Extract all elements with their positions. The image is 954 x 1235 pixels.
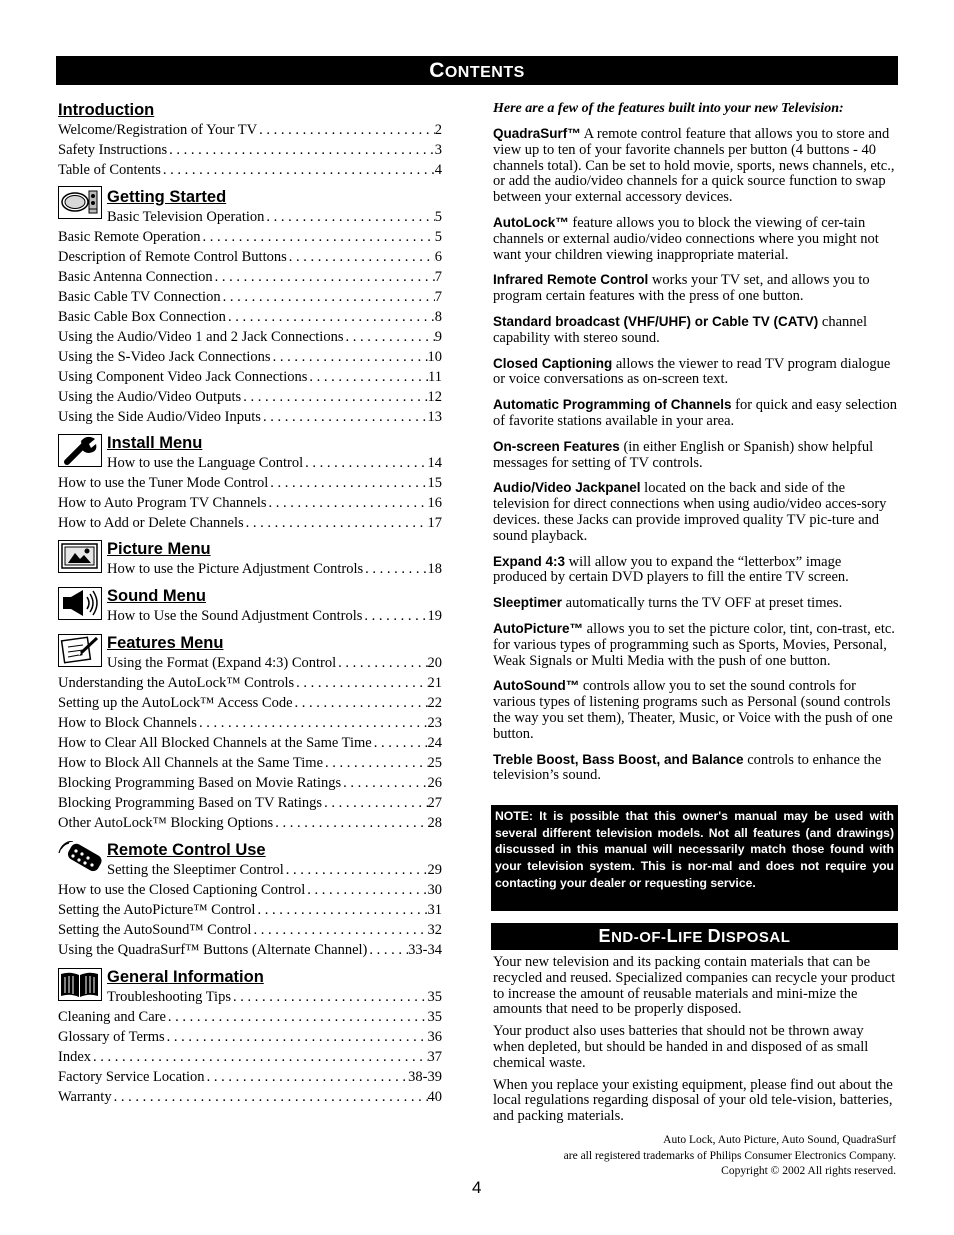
toc-entry-title: Index — [58, 1049, 92, 1065]
feature-item — [493, 554, 898, 587]
entries-features-menu — [58, 653, 442, 833]
toc-entry-title: Setting the Sleeptimer Control — [107, 862, 284, 878]
toc-entry[interactable] — [107, 987, 442, 1007]
toc-entry-page: 5 — [434, 209, 442, 225]
toc-entry-title: Welcome/Registration of Your TV — [58, 122, 258, 138]
toc-entry[interactable] — [58, 473, 442, 493]
toc-entry[interactable] — [58, 1007, 442, 1027]
toc-entry[interactable] — [58, 1067, 442, 1087]
toc-entry-title: How to Clear All Blocked Channels at the Same Time — [58, 735, 372, 751]
toc-entry[interactable] — [58, 227, 442, 247]
feature-name: On-screen Features — [493, 438, 620, 454]
remote-control-icon — [58, 841, 102, 874]
toc-leader-dots — [264, 207, 434, 227]
toc-leader-dots — [167, 140, 435, 160]
wrench-icon — [58, 434, 102, 467]
feature-name: Infrared Remote Control — [493, 272, 649, 288]
toc-entry[interactable] — [58, 307, 442, 327]
toc-entry-title: Using the S-Video Jack Connections — [58, 349, 271, 365]
toc-entry-page: 10 — [427, 349, 442, 365]
toc-entry-title: Setting up the AutoLock™ Access Code — [58, 695, 293, 711]
toc-entry-page: 22 — [427, 695, 442, 711]
section-title-features-menu[interactable]: Features Menu — [107, 634, 224, 652]
toc-leader-dots — [197, 713, 428, 733]
toc-entry-title: Basic Television Operation — [107, 209, 265, 225]
toc-entry[interactable] — [107, 453, 442, 473]
toc-entry-title: Basic Cable TV Connection — [58, 289, 221, 305]
toc-entry[interactable] — [58, 327, 442, 347]
toc-entry-title: Safety Instructions — [58, 142, 168, 158]
toc-entry-title: Description of Remote Control Buttons — [58, 249, 287, 265]
toc-leader-dots — [257, 120, 435, 140]
feature-item — [493, 215, 898, 263]
toc-entry-title: Using the Format (Expand 4:3) Control — [107, 655, 337, 671]
entries-introduction — [58, 120, 442, 180]
toc-entry[interactable] — [58, 247, 442, 267]
feature-description: for quick and easy selection of favorite stations available in your area. — [493, 397, 898, 429]
toc-leader-dots — [305, 880, 427, 900]
entries-getting-started — [58, 207, 442, 427]
toc-entry-page: 29 — [427, 862, 442, 878]
toc-entry[interactable] — [58, 773, 442, 793]
toc-leader-dots — [268, 473, 427, 493]
toc-leader-dots — [267, 493, 428, 513]
toc-entry-page: 24 — [427, 735, 442, 751]
feature-item — [493, 752, 898, 785]
toc-entry-page: 11 — [428, 369, 442, 385]
toc-entry[interactable] — [107, 559, 442, 579]
feature-description: located on the back and side of the television for direct connections when using audio/video acces-sory devices. these Jacks can provide improved quality TV pic-ture and sound playback. — [493, 480, 887, 544]
copyright-line: Copyright © 2002 All rights reserved. — [721, 1165, 896, 1177]
toc-entry-title: Using the QuadraSurf™ Buttons (Alternate Channel) — [58, 942, 368, 958]
section-title-sound-menu[interactable]: Sound Menu — [107, 587, 206, 605]
toc-leader-dots — [293, 693, 428, 713]
feature-item — [493, 397, 898, 430]
toc-entry[interactable] — [58, 1047, 442, 1067]
toc-entry-title: How to Add or Delete Channels — [58, 515, 244, 531]
toc-entry-page: 36 — [427, 1029, 442, 1045]
disposal-paragraph: Your new television and its packing contain materials that can be recycled and reused. Specialized companies can recycle your product to increase the amount of reusable materials and mini-mize the amounts that need to be properly disposed. — [493, 954, 896, 1018]
toc-entry[interactable] — [58, 160, 442, 180]
feature-name: AutoLock™ — [493, 214, 569, 230]
toc-entry-page: 19 — [427, 608, 442, 624]
section-title-remote-control-use[interactable]: Remote Control Use — [107, 841, 266, 859]
toc-entry-page: 4 — [434, 162, 442, 178]
toc-entry-title: Using the Side Audio/Video Inputs — [58, 409, 261, 425]
toc-leader-dots — [166, 1007, 428, 1027]
toc-entry-page: 13 — [427, 409, 442, 425]
toc-entry-title: How to Block Channels — [58, 715, 197, 731]
feature-name: Audio/Video Jackpanel — [493, 480, 641, 496]
feature-item — [493, 678, 898, 742]
picture-icon — [58, 540, 102, 573]
toc-entry-title: Using Component Video Jack Connections — [58, 369, 308, 385]
toc-entry-title: Using the Audio/Video 1 and 2 Jack Connections — [58, 329, 344, 345]
toc-entry-page: 5 — [434, 229, 442, 245]
toc-leader-dots — [273, 813, 427, 833]
toc-entry[interactable] — [58, 920, 442, 940]
toc-entry-title: Blocking Programming Based on TV Ratings — [58, 795, 323, 811]
toc-entry[interactable] — [58, 813, 442, 833]
toc-entry-title: Basic Antenna Connection — [58, 269, 213, 285]
toc-leader-dots — [367, 940, 408, 960]
trademark-line: are all registered trademarks of Philips Consumer Electronics Company. — [563, 1149, 896, 1162]
toc-entry-page: 21 — [427, 675, 442, 691]
toc-entry[interactable] — [107, 207, 442, 227]
feature-description: (in either English or Spanish) show helpful messages for setting of TV controls. — [493, 438, 874, 471]
disposal-paragraph: Your product also uses batteries that should not be thrown away when depleted, but should be handed in and disposed of as small chemical waste. — [493, 1023, 869, 1071]
feature-name: Closed Captioning — [493, 355, 613, 371]
feature-name: Standard broadcast (VHF/UHF) or Cable TV (CATV) — [493, 313, 819, 329]
section-features-menu — [58, 633, 442, 833]
toc-entry-page: 2 — [434, 122, 442, 138]
toc-leader-dots — [287, 247, 435, 267]
section-getting-started — [58, 187, 442, 427]
toc-entry[interactable] — [58, 900, 442, 920]
toc-leader-dots — [165, 1027, 428, 1047]
toc-entry-page: 12 — [427, 389, 442, 405]
toc-entry-title: Setting the AutoPicture™ Control — [58, 902, 256, 918]
toc-entry[interactable] — [58, 753, 442, 773]
toc-entry[interactable] — [58, 733, 442, 753]
tv-set-icon — [58, 186, 102, 219]
feature-name: Treble Boost, Bass Boost, and Balance — [493, 751, 744, 767]
toc-entry-title: Other AutoLock™ Blocking Options — [58, 815, 274, 831]
toc-leader-dots — [255, 900, 427, 920]
book-icon — [58, 968, 102, 1001]
disposal-title-bar — [491, 923, 898, 950]
toc-entry[interactable] — [58, 347, 442, 367]
checklist-icon — [58, 634, 102, 667]
feature-description: automatically turns the TV OFF at preset times. — [562, 595, 843, 612]
toc-entry-page: 30 — [427, 882, 442, 898]
toc-leader-dots — [271, 347, 428, 367]
toc-entry-title: Understanding the AutoLock™ Controls — [58, 675, 295, 691]
toc-entry[interactable] — [58, 693, 442, 713]
feature-name: Expand 4:3 — [493, 553, 566, 569]
feature-item — [493, 595, 898, 612]
section-general-information — [58, 967, 442, 1107]
toc-entry-page: 32 — [427, 922, 442, 938]
toc-entry[interactable] — [58, 713, 442, 733]
toc-entry[interactable] — [58, 1087, 442, 1107]
feature-description: controls allow you to set the sound controls for various types of listening programs such as Personal (sound controls the way you set them), Theater, Music, or Voice with the push of one button. — [493, 678, 893, 742]
toc-entry[interactable] — [58, 880, 442, 900]
toc-leader-dots — [322, 793, 427, 813]
feature-name: AutoSound™ — [493, 678, 580, 694]
toc-leader-dots — [161, 160, 435, 180]
entries-general-information — [58, 987, 442, 1107]
toc-entry-title: Factory Service Location — [58, 1069, 205, 1085]
toc-entry-page: 7 — [434, 269, 442, 285]
note-box: NOTE: It is possible that this owner's manual may be used with several different television models. Not all features (and drawings) discussed in this manual will necessarily match those found with your television system. This is nor-mal and does not require you contacting your dealer or requesting service. — [491, 805, 898, 911]
toc-leader-dots — [323, 753, 427, 773]
features-list — [493, 100, 898, 793]
section-title-install-menu[interactable]: Install Menu — [107, 434, 203, 452]
section-title-getting-started[interactable]: Getting Started — [107, 188, 227, 206]
toc-leader-dots — [261, 407, 428, 427]
feature-description: allows you to set the picture color, tint, con-trast, etc. for various types of programming such as Sports, Movies, Personal, Weak Signals or Multi Media with the push of one button. — [493, 620, 895, 669]
toc-entry-page: 40 — [427, 1089, 442, 1105]
section-introduction — [58, 100, 442, 180]
trademark-line: Auto Lock, Auto Picture, Auto Sound, QuadraSurf — [663, 1134, 896, 1146]
entries-sound-menu — [58, 606, 442, 626]
toc-entry-title: How to Block All Channels at the Same Time — [58, 755, 324, 771]
title-initial: C — [429, 59, 445, 82]
toc-leader-dots — [221, 287, 435, 307]
section-title-introduction[interactable]: Introduction — [58, 101, 155, 119]
section-sound-menu — [58, 586, 442, 626]
feature-description: works your TV set, and allows you to program certain features with the press of one button. — [493, 272, 870, 305]
toc-entry-page: 15 — [427, 475, 442, 491]
feature-item — [493, 356, 898, 389]
toc-leader-dots — [294, 673, 427, 693]
toc-entry[interactable] — [58, 140, 442, 160]
feature-name: QuadraSurf™ — [493, 126, 581, 141]
toc-leader-dots — [343, 327, 434, 347]
toc-entry-page: 27 — [427, 795, 442, 811]
toc-leader-dots — [213, 267, 435, 287]
toc-entry[interactable] — [58, 673, 442, 693]
toc-leader-dots — [303, 453, 427, 473]
feature-description: feature allows you to block the viewing of cer-tain channels or external audio/video connections where you might not want your children viewing inappropriate material. — [493, 214, 879, 263]
section-picture-menu — [58, 539, 442, 579]
toc-entry-page: 28 — [427, 815, 442, 831]
toc-entry[interactable] — [58, 367, 442, 387]
toc-leader-dots — [244, 513, 428, 533]
feature-item — [493, 439, 898, 472]
feature-name: Sleeptimer — [493, 595, 563, 611]
feature-description: allows the viewer to read TV program dialogue or voice conversations as on-screen text. — [493, 355, 891, 388]
table-of-contents — [58, 100, 442, 1107]
toc-leader-dots — [226, 307, 435, 327]
page-number: 4 — [472, 1178, 482, 1197]
toc-entry-title: Using the Audio/Video Outputs — [58, 389, 242, 405]
toc-entry-title: Table of Contents — [58, 162, 161, 178]
section-title-general-information[interactable]: General Information — [107, 968, 264, 986]
toc-entry-page: 9 — [434, 329, 442, 345]
toc-entry-page: 16 — [427, 495, 442, 511]
section-remote-control-use — [58, 840, 442, 960]
feature-description: A remote control feature that allows you to store and view up to ten of your favorite channels per button (4 buttons - 40 channels total). Can be set to hold movie, sports, news channels, etc., or add the audio/video channels for a quick source function to swap between your external accessory devices. — [493, 126, 895, 206]
toc-entry-title: How to use the Language Control — [107, 455, 304, 471]
feature-description: channel capability with stereo sound. — [493, 313, 867, 346]
toc-leader-dots — [284, 860, 428, 880]
toc-entry-title: How to use the Closed Captioning Control — [58, 882, 306, 898]
toc-entry-page: 33-34 — [408, 942, 442, 958]
toc-entry-page: 17 — [427, 515, 442, 531]
feature-description: controls to enhance the television’s sound. — [493, 751, 882, 784]
features-intro: Here are a few of the features built into your new Television: — [493, 101, 844, 116]
toc-leader-dots — [91, 1047, 427, 1067]
features-items — [493, 126, 898, 784]
toc-entry[interactable] — [58, 493, 442, 513]
toc-entry-title: How to Auto Program TV Channels — [58, 495, 267, 511]
disposal-title-part: IFE — [678, 929, 708, 946]
toc-leader-dots — [307, 367, 428, 387]
toc-entry[interactable] — [58, 513, 442, 533]
toc-entry-title: How to Use the Sound Adjustment Controls — [107, 608, 363, 624]
toc-leader-dots — [205, 1067, 409, 1087]
toc-entry-title: Setting the AutoSound™ Control — [58, 922, 252, 938]
toc-entry-page: 20 — [427, 655, 442, 671]
toc-entry[interactable] — [107, 606, 442, 626]
toc-leader-dots — [341, 773, 427, 793]
toc-entry-page: 35 — [427, 989, 442, 1005]
toc-entry[interactable] — [58, 287, 442, 307]
entries-picture-menu — [58, 559, 442, 579]
toc-entry-page: 8 — [434, 309, 442, 325]
toc-entry-page: 6 — [434, 249, 442, 265]
toc-entry[interactable] — [107, 860, 442, 880]
toc-leader-dots — [251, 920, 427, 940]
toc-entry-page: 38-39 — [408, 1069, 442, 1085]
toc-entry-page: 7 — [434, 289, 442, 305]
toc-leader-dots — [231, 987, 428, 1007]
toc-entry[interactable] — [107, 653, 442, 673]
disposal-title-part: D — [707, 926, 722, 946]
toc-entry[interactable] — [58, 793, 442, 813]
contents-title-bar — [56, 56, 898, 85]
section-install-menu — [58, 433, 442, 533]
toc-entry-page: 25 — [427, 755, 442, 771]
toc-entry[interactable] — [58, 940, 442, 960]
feature-name: AutoPicture™ — [493, 620, 584, 636]
feature-item — [493, 621, 898, 669]
toc-leader-dots — [362, 606, 427, 626]
feature-item — [493, 480, 898, 544]
toc-entry-title: Troubleshooting Tips — [107, 989, 231, 1005]
toc-entry-title: Warranty — [58, 1089, 112, 1105]
toc-entry-title: How to use the Tuner Mode Control — [58, 475, 269, 491]
entries-install-menu — [58, 453, 442, 533]
disposal-title-part: ND-OF- — [611, 929, 667, 946]
toc-entry-title: How to use the Picture Adjustment Controls — [107, 561, 364, 577]
disposal-title-part: ISPOSAL — [721, 929, 791, 946]
toc-leader-dots — [241, 387, 427, 407]
disposal-text — [493, 955, 898, 1131]
toc-entry-page: 18 — [427, 561, 442, 577]
toc-leader-dots — [363, 559, 427, 579]
toc-entry[interactable] — [58, 387, 442, 407]
toc-entry-page: 3 — [434, 142, 442, 158]
feature-item — [493, 314, 898, 347]
toc-entry-title: Blocking Programming Based on Movie Ratings — [58, 775, 342, 791]
toc-entry[interactable] — [58, 120, 442, 140]
disposal-title-part: E — [598, 926, 612, 946]
toc-entry-title: Basic Cable Box Connection — [58, 309, 226, 325]
toc-entry[interactable] — [58, 407, 442, 427]
toc-entry-title: Cleaning and Care — [58, 1009, 166, 1025]
section-title-picture-menu[interactable]: Picture Menu — [107, 540, 211, 558]
title-rest: ONTENTS — [444, 64, 525, 81]
toc-entry-page: 35 — [427, 1009, 442, 1025]
feature-name: Automatic Programming of Channels — [493, 397, 732, 413]
disposal-title-part: L — [666, 926, 679, 946]
trademark-notice — [476, 1133, 896, 1180]
toc-entry-page: 14 — [427, 455, 442, 471]
toc-entry[interactable] — [58, 1027, 442, 1047]
toc-entry-page: 26 — [427, 775, 442, 791]
toc-leader-dots — [112, 1087, 428, 1107]
feature-item — [493, 272, 898, 305]
toc-entry-title: Basic Remote Operation — [58, 229, 201, 245]
toc-leader-dots — [336, 653, 427, 673]
toc-leader-dots — [201, 227, 435, 247]
toc-entry[interactable] — [58, 267, 442, 287]
toc-entry-page: 23 — [427, 715, 442, 731]
speaker-icon — [58, 587, 102, 620]
disposal-paragraph: When you replace your existing equipment, please find out about the local regulations regarding disposal of your old tele-vision, batteries, and packing materials. — [493, 1076, 893, 1125]
entries-remote-control-use — [58, 860, 442, 960]
toc-entry-title: Glossary of Terms — [58, 1029, 165, 1045]
feature-description: will allow you to expand the “letterbox” image produced by certain DVD players to fill the entire TV screen. — [493, 553, 849, 586]
toc-entry-page: 37 — [427, 1049, 442, 1065]
toc-entry-page: 31 — [427, 902, 442, 918]
toc-leader-dots — [372, 733, 428, 753]
feature-item — [493, 126, 898, 206]
